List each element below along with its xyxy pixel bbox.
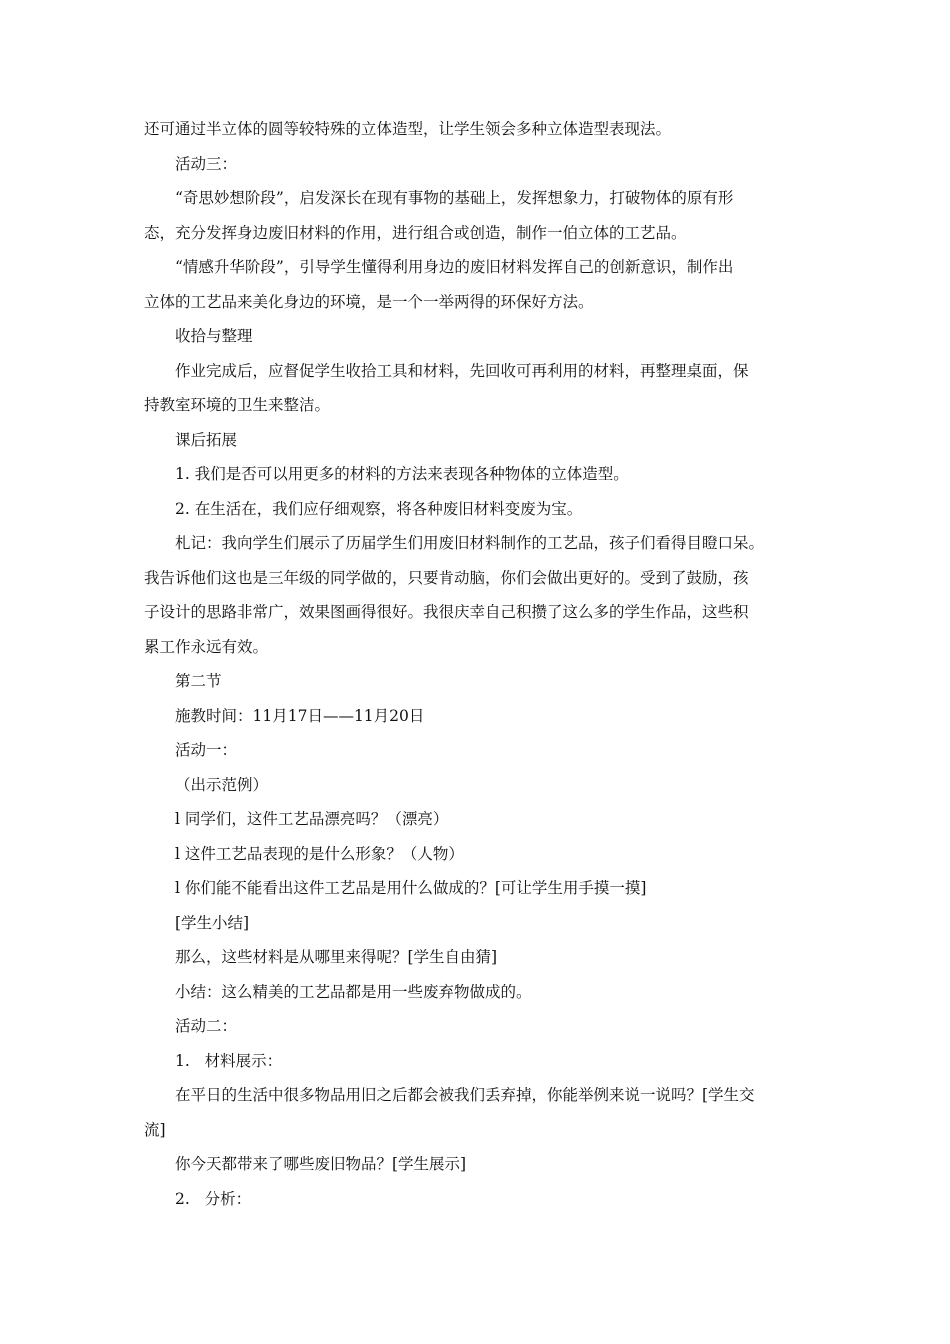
heading-cleanup: 收拾与整理 — [175, 327, 253, 345]
paragraph-imagination-stage — [144, 181, 809, 250]
text-line: 我告诉他们这也是三年级的同学做的，只要肯动脑，你们会做出更好的。受到了鼓励，孩 — [144, 568, 749, 587]
text-line: 流] — [144, 1120, 166, 1139]
text-line: 札记：我向学生们展示了历届学生们用废旧材料制作的工艺品，孩子们看得目瞪口呆。 — [175, 534, 765, 552]
heading-activity-2: 活动二： — [175, 1017, 238, 1035]
text-line: “情感升华阶段”，引导学生懂得利用身边的废旧材料发挥自己的创新意识，制作出 — [175, 258, 734, 276]
teaching-time: 施教时间：11月17日——11月20日 — [175, 706, 425, 725]
paragraph-emotion-stage — [144, 250, 809, 319]
heading-activity-1: 活动一： — [175, 741, 238, 759]
heading-activity-3: 活动三： — [175, 154, 238, 173]
question-line: 你今天都带来了哪些废旧物品？[学生展示] — [175, 1155, 467, 1173]
summary-line: 小结：这么精美的工艺品都是用一些废弃物做成的。 — [175, 982, 532, 1001]
question-line: 那么，这些材料是从哪里来得呢？[学生自由猜] — [175, 948, 498, 966]
text-line: 立体的工艺品来美化身边的环境，是一个一举两得的环保好方法。 — [144, 292, 594, 311]
show-example: （出示范例） — [175, 775, 269, 794]
paragraph-3d-methods — [144, 112, 809, 147]
paragraph-cleanup — [144, 354, 809, 423]
list-item: 1. 我们是否可以用更多的材料的方法来表现各种物体的立体造型。 — [175, 465, 629, 483]
list-item: l 同学们，这件工艺品漂亮吗？（漂亮） — [175, 810, 449, 828]
list-item: 1. 材料展示： — [175, 1051, 283, 1070]
text-line: 持教室环境的卫生来整洁。 — [144, 396, 331, 414]
text-line: 子设计的思路非常广，效果图画得很好。我很庆幸自己积攒了这么多的学生作品，这些积 — [144, 603, 749, 621]
list-item: l 你们能不能看出这件工艺品是用什么做成的？[可让学生用手摸一摸] — [175, 879, 647, 897]
text-line: 态，充分发挥身边废旧材料的作用，进行组合或创造，制作一伯立体的工艺品。 — [144, 223, 687, 242]
text-line: “奇思妙想阶段”，启发深长在现有事物的基础上，发挥想象力，打破物体的原有形 — [175, 189, 734, 207]
list-item: 2. 分析： — [175, 1189, 252, 1208]
list-item: 2. 在生活在，我们应仔细观察，将各种废旧材料变废为宝。 — [175, 499, 583, 518]
text-line: 作业完成后，应督促学生收拾工具和材料，先回收可再利用的材料，再整理桌面，保 — [175, 361, 749, 380]
text-line: 累工作永远有效。 — [144, 637, 269, 656]
list-item: l 这件工艺品表现的是什么形象？（人物） — [175, 844, 464, 863]
text-line: 在平日的生活中很多物品用旧之后都会被我们丢弃掉，你能举例来说一说吗？[学生交 — [175, 1086, 755, 1104]
heading-extension: 课后拓展 — [175, 430, 238, 449]
heading-section-2: 第二节 — [175, 672, 222, 690]
paragraph-notes — [144, 526, 809, 664]
paragraph-daily-life — [144, 1078, 809, 1147]
document-page — [144, 112, 809, 1216]
text-line: 还可通过半立体的圆等较特殊的立体造型，让学生领会多种立体造型表现法。 — [144, 120, 672, 138]
student-summary: [学生小结] — [175, 913, 250, 932]
